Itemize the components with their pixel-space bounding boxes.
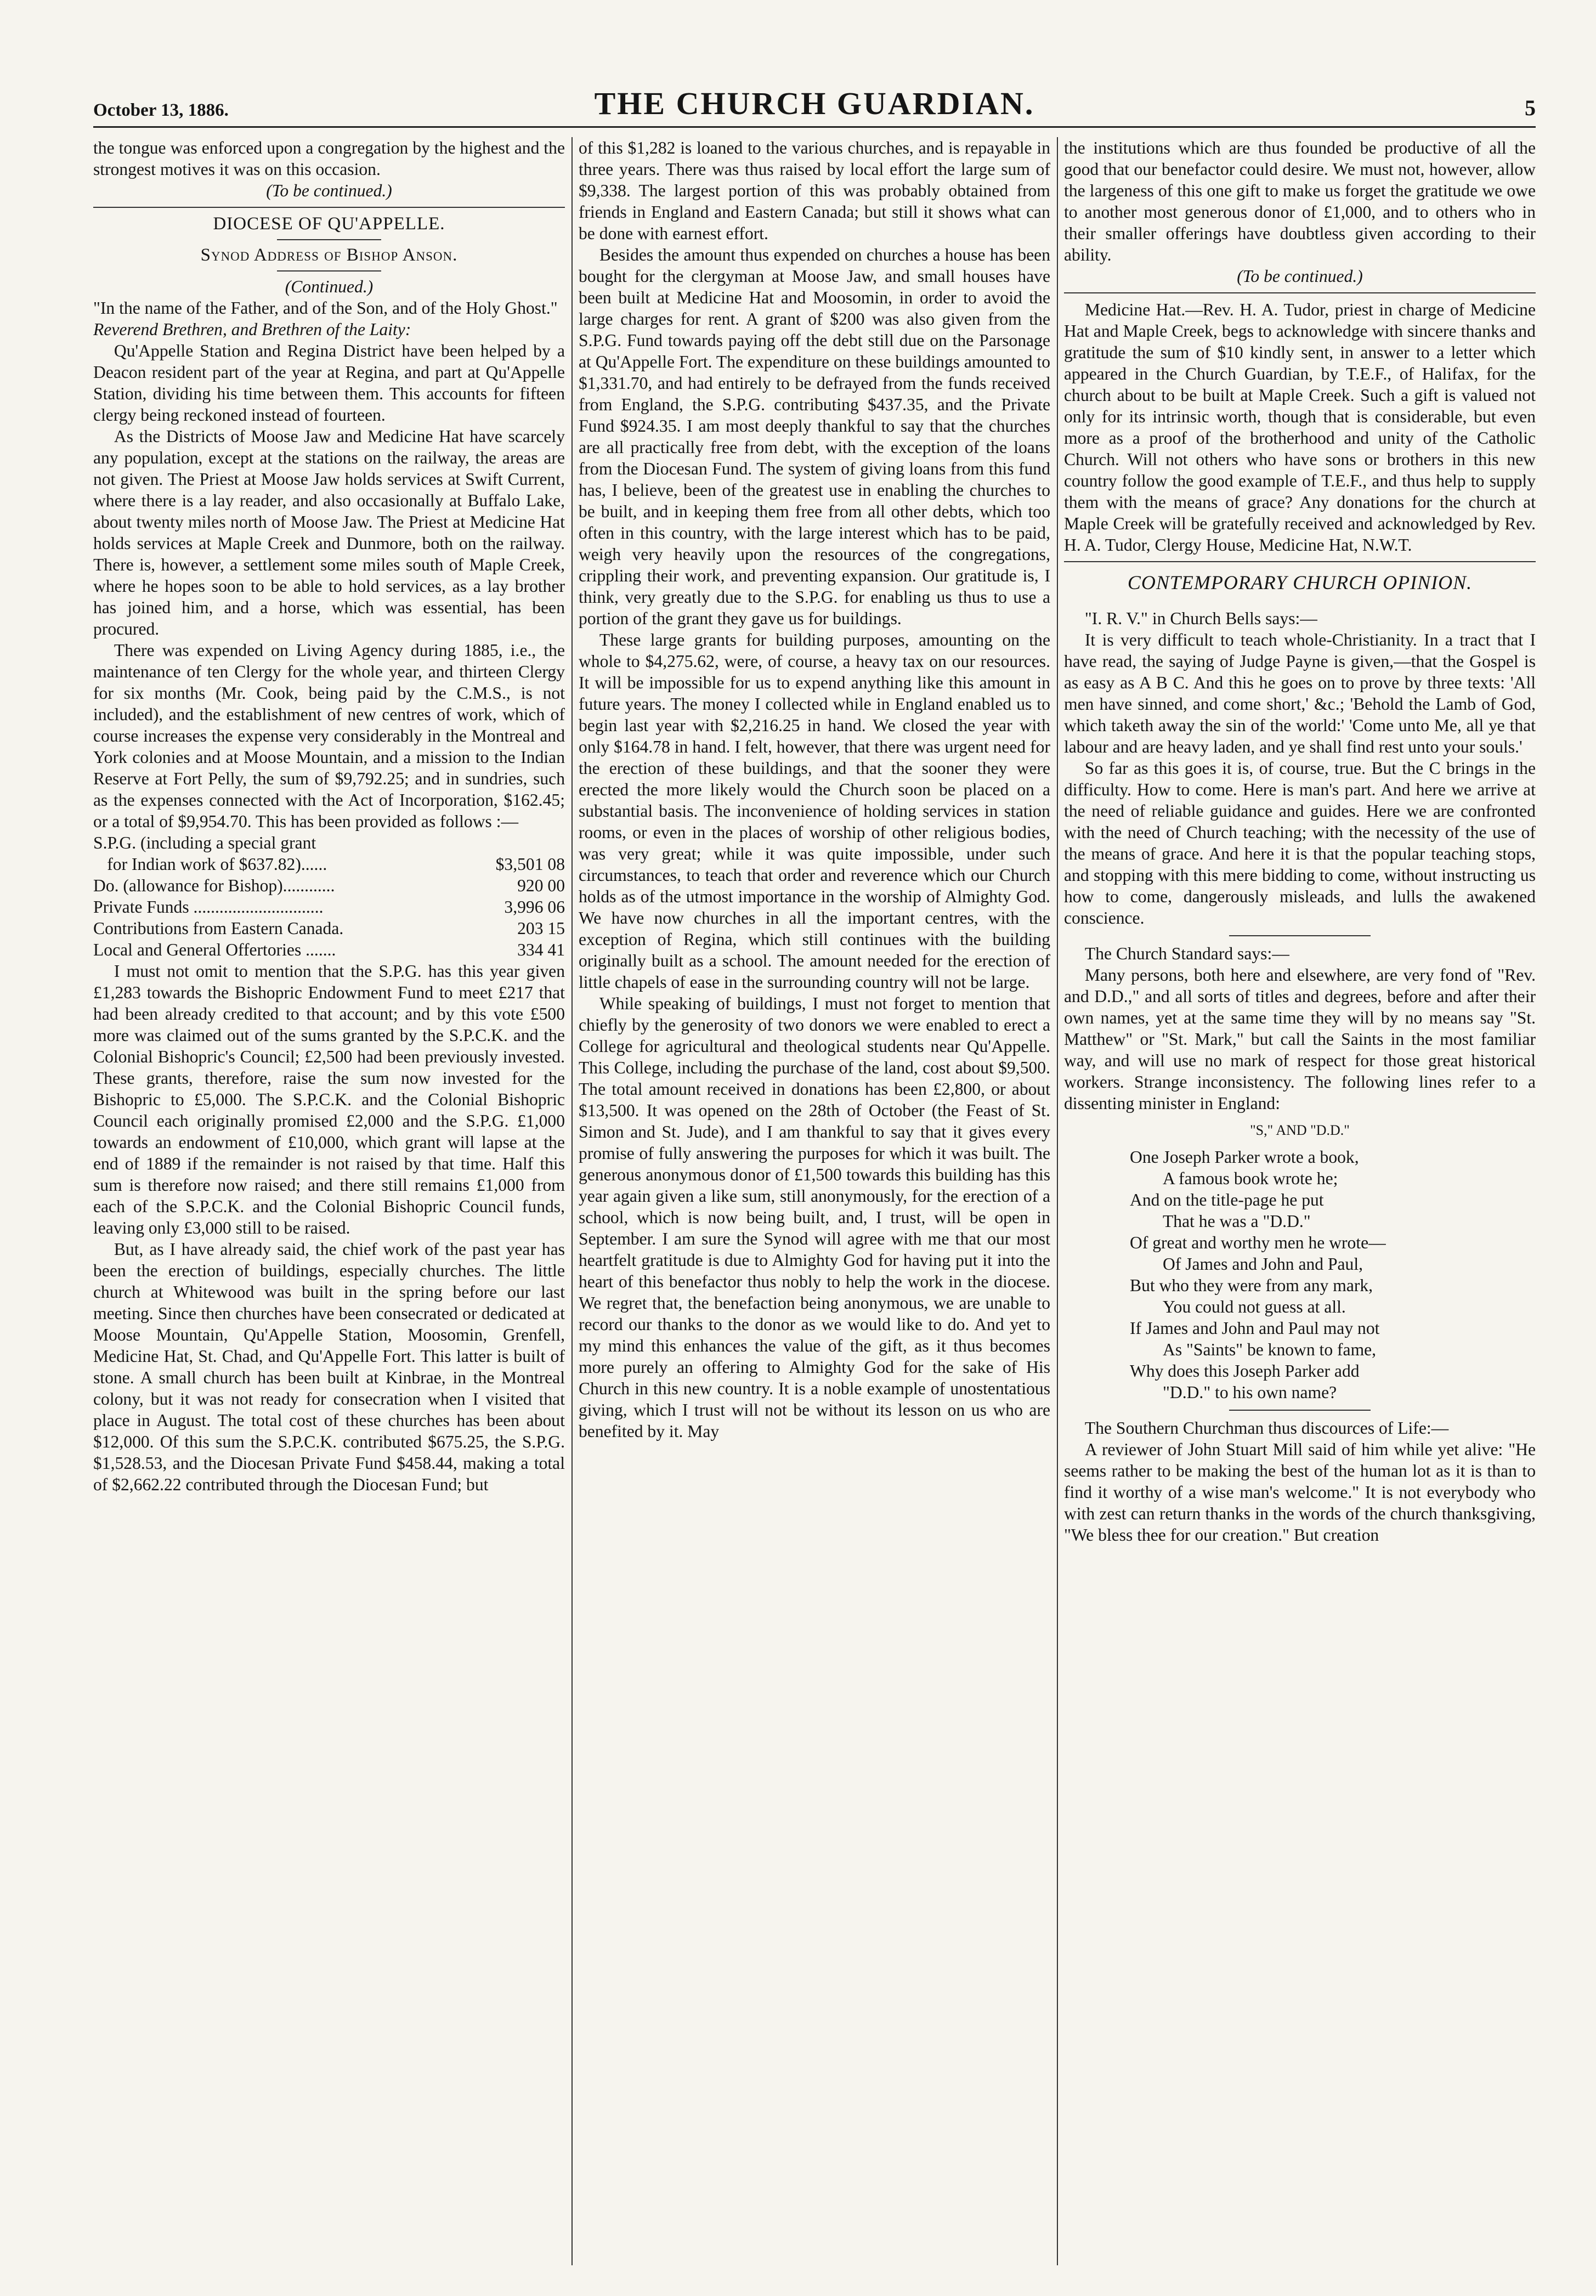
short-rule [277, 270, 381, 272]
column-2 [579, 137, 1050, 2276]
poem-line: As "Saints" be known to fame, [1163, 1340, 1377, 1359]
account-amount: 920 00 [517, 876, 565, 895]
continued-note: (To be continued.) [1237, 267, 1363, 286]
paragraph: These large grants for building purposes, amounting on the whole to $4,275.62, were, of course, a heavy tax on our resources. It will be impossible for us to expend anything like this amount in future years. The money I collected while in England enabled us to begin last year with $2,216.25 in hand. We closed the year with only $164.78 in hand. I felt, however, that there was urgent need for the erection of these buildings, and that the sooner they were erected the more likely would the Church soon be placed on a substantial basis. The inconvenience of holding services in station rooms, or even in the places of worship of other religious bodies, was very great; while it was quite impossible, under such circumstances, to teach that order and reverence which our Church holds as of the utmost importance in the worship of Almighty God. We have now churches in all the important centres, with the exception of Regina, which still continues with the building originally built as a school. The amount needed for the erection of little chapels of ease in the surrounding country will not be large. [579, 630, 1050, 992]
account-amount: 3,996 06 [504, 897, 565, 917]
newspaper-title: THE CHURCH GUARDIAN. [594, 86, 1035, 121]
medicine-hat-notice: Medicine Hat.—Rev. H. A. Tudor, priest in charge of Medicine Hat and Maple Creek, begs to acknowledge with sincere thanks and gratitude the sum of $10 kindly sent, in answer to a letter which appeared in the Church Guardian, by T.E.F., of Halifax, for the church about to be built at Maple Creek. Such a gift is valued not only for its intrinsic worth, though that is considerable, but even more as a proof of the brotherhood and unity of the Catholic Church. Will not others who have sons or brothers in this new country follow the good example of T.E.F., and thus help to supply them with the means of grace? Any donations for the church at Maple Creek will be gratefully received and acknowledged by Rev. H. A. Tudor, Clergy House, Medicine Hat, N.W.T. [1064, 300, 1536, 555]
quote-intro: "I. R. V." in Church Bells says:— [1084, 609, 1317, 628]
column-1 [93, 137, 565, 2276]
account-label: Contributions from Eastern Canada. [93, 919, 344, 938]
poem-line: But who they were from any mark, [1130, 1276, 1373, 1295]
poem-line: Of great and worthy men he wrote— [1130, 1233, 1386, 1252]
paragraph: Besides the amount thus expended on churches a house has been bought for the clergyman at Moose Jaw, and small houses have been built at Medicine Hat and Moosomin, in order to avoid the large charges for rent. A grant of $200 was also given from the S.P.G. Fund towards paying off the debt still due on the Parsonage at Qu'Appelle Fort. The expenditure on these buildings amounted to $1,331.70, and had entirely to be defrayed from the funds received from England, the S.P.G. contributing $437.35, and the Private Fund $924.35. I am most deeply thankful to say that the churches are all practically free from debt, with the exception of the loans from the Diocesan Fund. The system of giving loans from this fund has, I believe, been of the greatest use in enabling the churches to be built, and in keeping them free from all other debts, which too often in this country, with the large interest which has to be paid, weigh very heavily upon the resources of the congregations, crippling their work, and preventing expansion. Our gratitude is, I think, very greatly due to the S.P.G. for enabling us thus to use a portion of the grant they gave us for buildings. [579, 245, 1050, 628]
section-heading: DIOCESE OF QU'APPELLE. [213, 214, 445, 234]
paragraph: of this $1,282 is loaned to the various churches, and is repayable in three years. There was thus raised by local effort the large sum of $9,338. The largest portion of this was probably obtained from friends in England and Eastern Canada; but still it shows what can be done with earnest effort. [579, 138, 1050, 243]
account-label: Private Funds .............................. [93, 897, 324, 917]
paragraph: It is very difficult to teach whole-Christianity. In a tract that I have read, the saying of Judge Payne is given,—that the Gospel is as easy as A B C. And this he goes on to prove by three texts: 'All men have sinned, and come short,' &c.; 'Behold the Lamb of God, which taketh away the sin of the world:' 'Come unto Me, all ye that labour and are heavy laden, and ye shall find rest unto your souls.' [1064, 630, 1536, 756]
poem-line: "D.D." to his own name? [1163, 1383, 1337, 1402]
poem-line: You could not guess at all. [1163, 1297, 1346, 1316]
paragraph: I must not omit to mention that the S.P.G. has this year given £1,283 towards the Bishopric Endowment Fund to meet £217 that had been already credited to that account; and by this vote £500 more was claimed out of the sums granted by the S.P.C.K. and the Colonial Bishopric's Council; £2,500 had been previously invested. These grants, therefore, raise the sum now invested for the Bishopric to £5,000. The S.P.C.K. and the Colonial Bishopric Council each originally promised £2,000 and the S.P.G. £1,000 towards an endowment of £10,000, which grant will lapse at the end of 1889 if the remainder is not raised by that time. Half this sum is therefore now raised; and there still remains £1,000 from each of the S.P.C.K. and the Colonial Bishopric Council funds, leaving only £3,000 still to be raised. [93, 962, 565, 1237]
poem-line: Why does this Joseph Parker add [1130, 1361, 1360, 1381]
account-amount [462, 832, 565, 853]
account-label: S.P.G. (including a special grant [93, 833, 316, 852]
masthead [93, 82, 1536, 128]
paragraph: While speaking of buildings, I must not forget to mention that chiefly by the generosity of two donors we were enabled to erect a College for agricultural and theological students near Qu'Appelle. This College, including the purchase of the land, cost about $9,500. The total amount received in donations has been £2,800, or about $13,500. It was opened on the 28th of October (the Feast of St. Simon and St. Jude), and I am thankful to say that it gives every promise of fully answering the purposes for which it was built. The generous anonymous donor of £1,500 towards this building has this year again given a like sum, still anonymously, for the erection of a school, which is now being built, and, I trust, will be open in September. I am sure the Synod will agree with me that our most heartfelt gratitude is due to Almighty God for having put it into the heart of this benefactor thus nobly to help the work in the diocese. We regret that, the benefaction being anonymous, we are unable to record our thanks to the donor as we would like to do. And yet to my mind this enhances the value of the gift, as it thus becomes more purely an offering to Almighty God for the sake of His Church in this new country. It is a noble example of unostentatious giving, which I trust will not be without its lesson on us who are benefited by it. May [579, 994, 1050, 1441]
page-number: 5 [1525, 95, 1536, 120]
divider [1064, 561, 1536, 562]
poem-line: That he was a "D.D." [1163, 1212, 1311, 1231]
divider [93, 207, 565, 208]
accounts-table [93, 832, 565, 960]
poem [1130, 1146, 1536, 1403]
spacer [1064, 600, 1536, 608]
invocation: "In the name of the Father, and of the Son, and of the Holy Ghost." [93, 298, 558, 318]
issue-date: October 13, 1886. [93, 100, 229, 120]
paragraph: the tongue was enforced upon a congregation by the highest and the strongest motives it was on this occasion. [93, 138, 565, 179]
paragraph: As the Districts of Moose Jaw and Medicine Hat have scarcely any population, except at the stations on the railway, the areas are not given. The Priest at Moose Jaw holds services at Swift Current, where there is a lay reader, and also occasionally at Buffalo Lake, about twenty miles north of Moose Jaw. The Priest at Medicine Hat holds services at Maple Creek and Dunmore, both on the railway. There is, however, a settlement some miles south of Maple Creek, where he hopes soon to be able to hold services, as a lay brother has joined him, and a horse, which was essential, has been procured. [93, 427, 565, 638]
table-row [93, 832, 565, 853]
paragraph: There was expended on Living Agency during 1885, i.e., the maintenance of ten Clergy for the whole year, and thirteen Clergy for six months (Mr. Cook, being paid by the C.M.S., is not included), and the establishment of new centres of work, which of course increases the expense very considerably in the Montreal and York colonies and at Moose Mountain, and a mission to the Indian Reserve at Fort Pelly, the sum of $9,792.25; and in sundries, such as the expenses connected with the Act of Incorporation, $162.45; or a total of $9,954.70. This has been provided as follows :— [93, 641, 565, 831]
paragraph: Many persons, both here and elsewhere, are very fond of "Rev. and D.D.," and all sorts of titles and degrees, before and after their own names, yet at the same time they will by no means say "St. Matthew" or "St. Mark," but call the Saints in the most familiar way, and will use no mark of respect for those great historical workers. Strange inconsistency. The following lines refer to a dissenting minister in England: [1064, 965, 1536, 1113]
account-amount: 203 15 [517, 919, 565, 938]
short-rule [277, 239, 381, 240]
column-3 [1064, 137, 1536, 2276]
poem-line: One Joseph Parker wrote a book, [1130, 1147, 1359, 1167]
quote-intro: The Southern Churchman thus discources of Life:— [1084, 1418, 1449, 1438]
table-row [93, 918, 565, 939]
account-label: Do. (allowance for Bishop)............ [93, 876, 335, 895]
poem-line: A famous book wrote he; [1163, 1169, 1338, 1188]
paragraph: Qu'Appelle Station and Regina District have been helped by a Deacon resident part of the year at Regina, and part at Qu'Appelle Station, dividing his time between them. This accounts for fifteen clergy being reckoned instead of fourteen. [93, 341, 565, 425]
quote-intro: The Church Standard says:— [1084, 944, 1289, 963]
column-rule [571, 137, 573, 2265]
poem-line: If James and John and Paul may not [1130, 1319, 1380, 1338]
divider [1229, 935, 1371, 936]
paragraph: But, as I have already said, the chief work of the past year has been the erection of buildings, especially churches. The little church at Whitewood was built in the spring before our last meeting. Since then churches have been consecrated or dedicated at Moose Mountain, Qu'Appelle Station, Moosomin, Grenfell, Medicine Hat, St. Chad, and Qu'Appelle Fort. This latter is built of stone. A small church has been built at Kinbrae, in the Montreal colony, but it was not ready for consecration when I visited that place in August. The total cost of these churches has been about $12,000. Of this sum the S.P.C.K. contributed $675.25, the S.P.G. $1,528.53, and the Diocesan Private Fund $458.44, making a total of $2,662.22 contributed through the Diocesan Fund; but [93, 1240, 565, 1494]
salutation: Reverend Brethren, and Brethren of the Laity: [93, 320, 411, 339]
table-row [93, 896, 565, 918]
poem-title: "S," AND "D.D." [1250, 1122, 1350, 1138]
paragraph: A reviewer of John Stuart Mill said of him while yet alive: "He seems rather to be making the best of the human lot as it is than to find it worthy of a wise man's welcome." It is not everybody who with zest can return thanks in the words of the church thanksgiving, "We bless thee for our creation." But creation [1064, 1440, 1536, 1545]
section-heading: CONTEMPORARY CHURCH OPINION. [1127, 572, 1473, 593]
poem-line: Of James and John and Paul, [1163, 1254, 1363, 1274]
account-label: for Indian work of $637.82)...... [107, 855, 327, 874]
account-amount: 334 41 [517, 940, 565, 959]
sub-heading: Synod Address of Bishop Anson. [200, 245, 458, 265]
account-label: Local and General Offertories ....... [93, 940, 336, 959]
paragraph: the institutions which are thus founded be productive of all the good that our benefactor could desire. We must not, however, allow the largeness of this one gift to make us forget the gratitude we owe to another most generous donor of £1,000, and to others who in their smaller offerings have doubtless given according to their ability. [1064, 138, 1536, 264]
continued-note: (To be continued.) [266, 181, 392, 200]
table-row [93, 853, 565, 875]
table-row [93, 875, 565, 896]
table-row [93, 939, 565, 960]
divider [1229, 1410, 1371, 1411]
continued-note: (Continued.) [285, 277, 373, 296]
paragraph: So far as this goes it is, of course, true. But the C brings in the difficulty. How to come. Here is man's part. And here we arrive at the need of reliable guidance and guides. Here we are confronted with the need of Church teaching; with the necessity of the use of the means of grace. And here it is that the popular teaching stops, and stopping with this mere bidding to come, without instructing us how to come, dangerously misleads, and lulls the awakened conscience. [1064, 759, 1536, 928]
divider [1064, 292, 1536, 293]
poem-line: And on the title-page he put [1130, 1190, 1324, 1209]
column-rule [1057, 137, 1058, 2265]
account-amount: $3,501 08 [495, 855, 565, 874]
